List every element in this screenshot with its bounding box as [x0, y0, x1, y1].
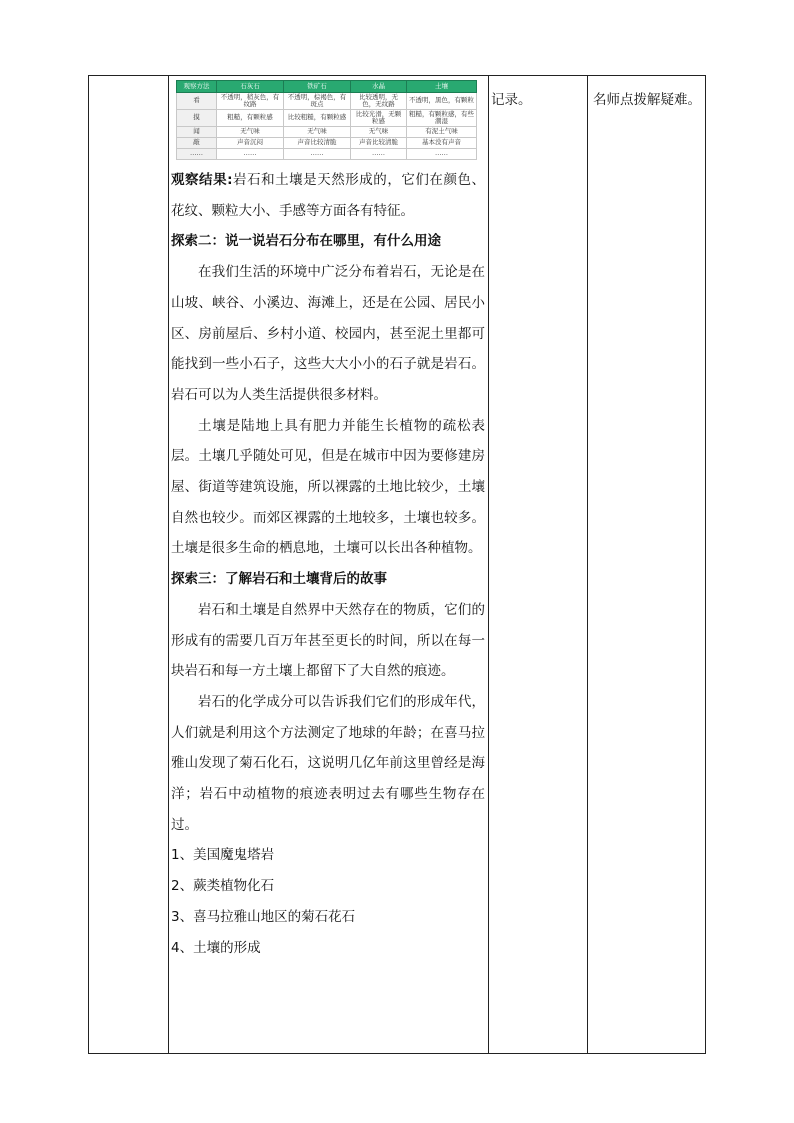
table-row [177, 127, 477, 138]
observation-result-text: 岩石和土壤是天然形成的，它们在颜色、花纹、颗粒大小、手感等方面各有特征。 [171, 172, 486, 219]
table-row [177, 138, 477, 149]
table-header-cell: 铁矿石 [284, 81, 351, 93]
table-header-row [177, 81, 477, 93]
list-item: 3、喜马拉雅山地区的菊石花石 [171, 908, 356, 925]
table-cell: 比较光滑，无颗粒感 [351, 110, 407, 127]
paragraph: 在我们生活的环境中广泛分布着岩石，无论是在山坡、峡谷、小溪边、海滩上，还是在公园、居民小区、房前屋后、乡村小道、校园内，甚至泥土里都可能找到一些小石子，这些大大小小的石子就是岩石。岩石可以为人类生活提供很多材料。 [171, 264, 485, 403]
table-row [177, 93, 477, 110]
column-divider [587, 76, 588, 1053]
table-cell: …… [217, 149, 284, 160]
table-cell: 无气味 [217, 127, 284, 138]
section-heading: 探索三：了解岩石和土壤背后的故事 [171, 571, 387, 588]
column-divider [488, 76, 489, 1053]
table-header-cell: 水晶 [351, 81, 407, 93]
table-cell: 看 [177, 93, 217, 110]
paragraph: 岩石的化学成分可以告诉我们它们的形成年代，人们就是利用这个方法测定了地球的年龄；在喜马拉雅山发现了菊石化石，这说明几亿年前这里曾经是海洋；岩石中动植物的痕迹表明过去有哪些生物存在过。 [171, 693, 485, 833]
observation-result [171, 165, 485, 226]
table-cell: …… [351, 149, 407, 160]
table-cell: 比较透明，无色，无纹路 [351, 93, 407, 110]
main-content-cell [171, 80, 485, 963]
table-cell: 不透明，稍灰色，有纹路 [217, 93, 284, 110]
teacher-note-text: 名师点拨解疑难。 [593, 92, 701, 108]
table-cell: …… [284, 149, 351, 160]
table-cell: 敲 [177, 138, 217, 149]
table-cell: 声音比较清脆 [351, 138, 407, 149]
table-cell: 比较粗糙，有颗粒感 [284, 110, 351, 127]
table-cell: 不透明，棕褐色，有斑点 [284, 93, 351, 110]
table-cell: 闻 [177, 127, 217, 138]
table-cell: …… [407, 149, 477, 160]
table-row [177, 149, 477, 160]
paragraph: 岩石和土壤是自然界中天然存在的物质，它们的形成有的需要几百万年甚至更长的时间，所以在每一块岩石和每一方土壤上都留下了大自然的痕迹。 [171, 601, 485, 680]
table-cell: …… [177, 149, 217, 160]
column-divider [168, 76, 169, 1053]
table-cell: 无气味 [351, 127, 407, 138]
table-row [177, 110, 477, 127]
observation-table [176, 80, 477, 160]
table-header-cell: 观察方法 [177, 81, 217, 93]
table-cell: 基本没有声音 [407, 138, 477, 149]
student-activity-text: 记录。 [491, 92, 532, 108]
paragraph: 土壤是陆地上具有肥力并能生长植物的疏松表层。土壤几乎随处可见，但是在城市中因为要修建房屋、街道等建筑设施，所以裸露的土地比较少，土壤自然也较少。而郊区裸露的土地较多，土壤也较多。土壤是很多生命的栖息地，土壤可以长出各种植物。 [171, 417, 485, 557]
table-cell: 无气味 [284, 127, 351, 138]
lesson-table [88, 75, 706, 1054]
table-header-cell: 土壤 [407, 81, 477, 93]
section-heading: 探索二：说一说岩石分布在哪里，有什么用途 [171, 233, 441, 250]
table-cell: 不透明，黑色，有颗粒 [407, 93, 477, 110]
table-cell: 粗糙，有颗粒感，有些潮湿 [407, 110, 477, 127]
table-cell: 声音沉闷 [217, 138, 284, 149]
observation-result-label: 观察结果: [171, 172, 233, 188]
table-cell: 有泥土气味 [407, 127, 477, 138]
list-item: 1、美国魔鬼塔岩 [171, 847, 275, 864]
list-item: 4、土壤的形成 [171, 939, 261, 956]
list-item: 2、蕨类植物化石 [171, 878, 275, 895]
table-cell: 摸 [177, 110, 217, 127]
table-cell: 声音比较清脆 [284, 138, 351, 149]
table-header-cell: 石灰石 [217, 81, 284, 93]
table-cell: 粗糙，有颗粒感 [217, 110, 284, 127]
